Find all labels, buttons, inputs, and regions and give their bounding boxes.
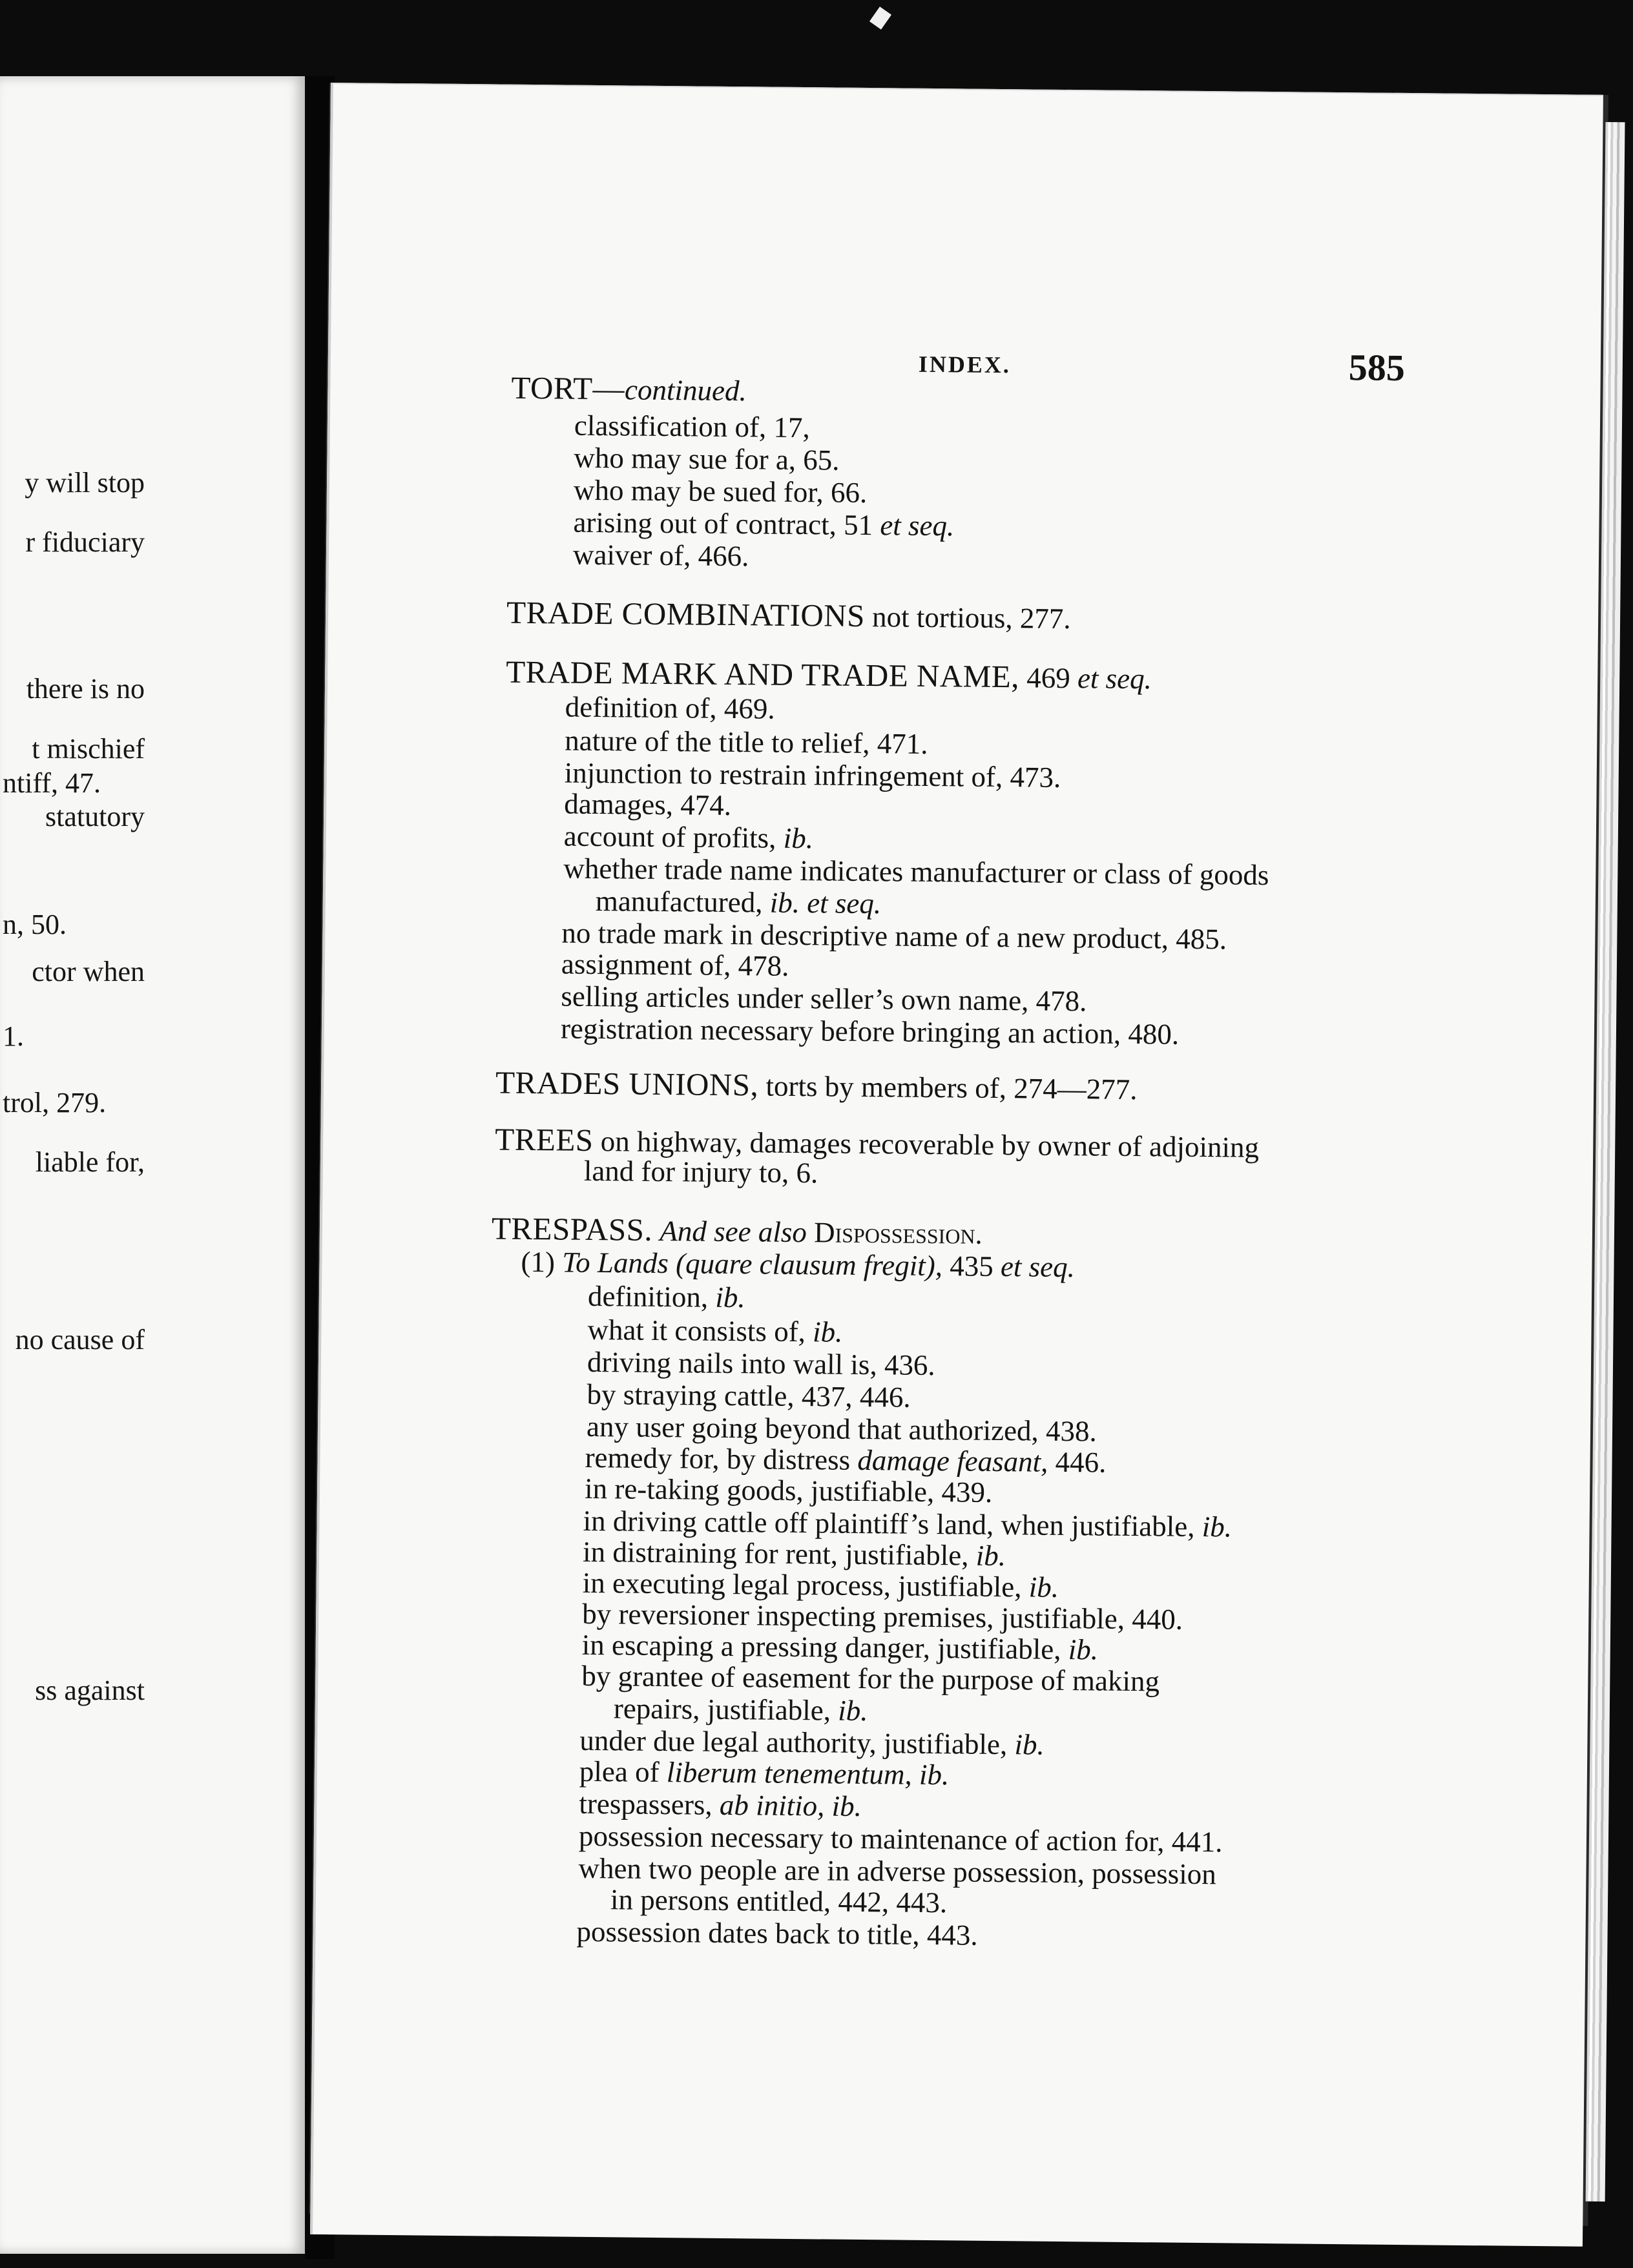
index-text: 446.	[1048, 1445, 1107, 1479]
index-line	[582, 1566, 1059, 1603]
index-text: et seq.	[1000, 1250, 1076, 1284]
index-line	[492, 1212, 983, 1248]
index-text: assignment of, 478.	[561, 947, 789, 982]
left-page-fragment: there is no	[26, 673, 145, 705]
left-page-fragment: no cause of	[15, 1324, 145, 1356]
index-text: not tortious, 277.	[864, 600, 1071, 635]
index-text: damage feasant,	[857, 1443, 1048, 1478]
index-text: To Lands (quare clausum fregit),	[561, 1246, 943, 1283]
index-text: torts by members of, 274—277.	[758, 1069, 1138, 1106]
right-page	[310, 83, 1603, 2247]
index-text: repairs, justifiable,	[613, 1692, 838, 1727]
left-page-fragment: ctor when	[32, 956, 145, 987]
index-text: whether trade name indicates manufacturer or class of goods	[563, 852, 1269, 891]
index-line	[573, 473, 868, 509]
index-line	[587, 1412, 1097, 1447]
index-text: any user going beyond that authorized, 438.	[586, 1410, 1097, 1448]
index-text: who may be sued for, 66.	[573, 473, 868, 509]
index-text: registration necessary before bringing an action, 480.	[560, 1012, 1180, 1051]
index-heading: TRADES UNIONS,	[495, 1064, 759, 1103]
index-line	[587, 1315, 842, 1347]
index-text: ib.	[1028, 1571, 1059, 1603]
index-text: by reversioner inspecting premises, justifiable, 440.	[582, 1597, 1183, 1636]
index-text	[807, 1216, 815, 1248]
left-page-fragment: ntiff, 47.	[3, 767, 101, 799]
index-text: et seq.	[1077, 662, 1152, 696]
left-page-fragment: r fiduciary	[25, 526, 145, 558]
index-text: by grantee of easement for the purpose of making	[581, 1659, 1160, 1698]
index-text: possession dates back to title, 443.	[576, 1915, 978, 1952]
index-line	[581, 1628, 1099, 1666]
index-line	[582, 1535, 1006, 1572]
index-text: driving nails into wall is, 436.	[587, 1345, 935, 1382]
index-text: et seq.	[880, 509, 955, 542]
index-line	[563, 854, 1269, 890]
index-line	[561, 982, 1087, 1016]
index-line	[565, 690, 775, 725]
index-line	[579, 1757, 950, 1789]
index-line	[581, 1659, 1160, 1698]
index-line	[564, 822, 814, 854]
index-text: And see also	[660, 1214, 807, 1249]
index-text: continued.	[624, 373, 747, 407]
index-line	[585, 1474, 993, 1507]
index-line	[574, 411, 810, 443]
index-line	[587, 1345, 935, 1382]
index-text: (1)	[521, 1245, 563, 1279]
index-line	[572, 538, 749, 573]
index-text: ib.	[837, 1694, 868, 1727]
index-text: in executing legal process, justifiable,	[582, 1566, 1029, 1603]
index-text: in driving cattle off plaintiff’s land, when justifiable,	[583, 1504, 1202, 1543]
index-line	[564, 756, 1061, 794]
index-line	[587, 1279, 745, 1314]
index-text: in persons entitled, 442, 443.	[610, 1883, 948, 1919]
index-text: when two people are in adverse possession, possession	[578, 1851, 1217, 1891]
left-page	[0, 76, 305, 2254]
index-heading: TRESPASS.	[491, 1210, 653, 1248]
index-text: ib.	[812, 1315, 843, 1348]
index-text: who may sue for a, 65.	[574, 441, 840, 477]
index-text: Dispossession.	[813, 1216, 983, 1250]
index-line	[578, 1819, 1223, 1859]
index-text: 469	[1019, 661, 1078, 695]
left-page-fragment: 1.	[3, 1020, 24, 1052]
index-line	[583, 1154, 818, 1190]
left-page-fragment: n, 50.	[3, 909, 67, 940]
index-heading: TORT—	[511, 369, 625, 407]
index-line	[587, 1377, 911, 1414]
index-text: injunction to restrain infringement of, 473.	[564, 756, 1061, 794]
index-text: ib.	[1201, 1510, 1233, 1543]
index-line	[576, 1917, 978, 1950]
index-line	[610, 1885, 948, 1917]
index-text: in re-taking goods, justifiable, 439.	[584, 1472, 993, 1509]
header-title: INDEX.	[918, 351, 1012, 378]
index-line	[614, 1694, 868, 1726]
index-text: definition,	[587, 1279, 716, 1314]
index-line	[564, 787, 732, 822]
index-text: what it consists of,	[587, 1313, 813, 1348]
index-line	[573, 508, 954, 541]
left-page-fragment: y will stop	[25, 467, 145, 499]
index-text: ab initio, ib.	[719, 1788, 862, 1823]
index-text: no trade mark in descriptive name of a new product, 485.	[561, 916, 1227, 956]
index-text: on highway, damages recoverable by owner of adjoining	[593, 1124, 1260, 1164]
index-text: liberum tenementum, ib.	[666, 1756, 950, 1791]
index-text: 435	[942, 1250, 1001, 1283]
index-text: nature of the title to relief, 471.	[564, 724, 928, 760]
index-line	[574, 441, 840, 477]
index-line	[585, 1443, 1106, 1478]
index-line	[564, 724, 928, 760]
index-text: manufactured,	[595, 884, 770, 919]
index-line	[506, 656, 1152, 694]
index-text: ib.	[1068, 1633, 1099, 1666]
left-page-fragment: ss against	[35, 1675, 145, 1706]
index-text: ib. et seq.	[769, 886, 882, 920]
left-page-fragment: liable for,	[35, 1146, 145, 1178]
index-text: selling articles under seller’s own name, 478.	[561, 980, 1087, 1018]
index-line	[521, 1245, 1076, 1284]
index-text: account of profits,	[563, 820, 784, 854]
index-line	[561, 949, 789, 980]
index-heading: TRADE COMBINATIONS	[506, 594, 866, 634]
index-text: ib.	[715, 1281, 745, 1314]
index-line	[506, 594, 1071, 635]
index-text: by straying cattle, 437, 446.	[587, 1377, 911, 1414]
scan-mark	[869, 6, 891, 30]
index-text: possession necessary to maintenance of action for, 441.	[578, 1819, 1223, 1859]
index-line	[579, 1726, 1045, 1760]
page-edges	[1586, 122, 1625, 2201]
index-line	[579, 1789, 862, 1821]
left-page-fragment: statutory	[45, 801, 145, 832]
index-text: trespassers,	[579, 1787, 720, 1821]
page-number: 585	[1348, 346, 1406, 389]
index-heading: TRADE MARK AND TRADE NAME,	[505, 654, 1020, 695]
index-text: damages, 474.	[564, 787, 732, 822]
left-page-fragment: trol, 279.	[3, 1087, 107, 1119]
index-text: arising out of contract, 51	[573, 506, 880, 542]
index-line	[595, 884, 882, 920]
index-text: ib.	[783, 821, 814, 855]
index-heading: TREES	[495, 1121, 594, 1158]
index-text: in escaping a pressing danger, justifiable,	[581, 1628, 1068, 1666]
left-page-fragment: t mischief	[32, 733, 145, 765]
index-text: under due legal authority, justifiable,	[579, 1724, 1015, 1761]
index-line	[511, 369, 747, 407]
index-text: plea of	[579, 1755, 667, 1789]
index-text: waiver of, 466.	[572, 538, 749, 573]
index-line	[561, 1014, 1180, 1049]
index-text: ib.	[975, 1539, 1006, 1572]
index-line	[495, 1064, 1138, 1106]
index-text: definition of, 469.	[565, 690, 775, 725]
index-text: classification of, 17,	[574, 409, 811, 444]
index-text: remedy for, by distress	[585, 1441, 858, 1476]
index-text: ib.	[1014, 1728, 1045, 1761]
index-text: in distraining for rent, justifiable,	[582, 1535, 977, 1572]
index-text: land for injury to, 6.	[583, 1154, 818, 1190]
